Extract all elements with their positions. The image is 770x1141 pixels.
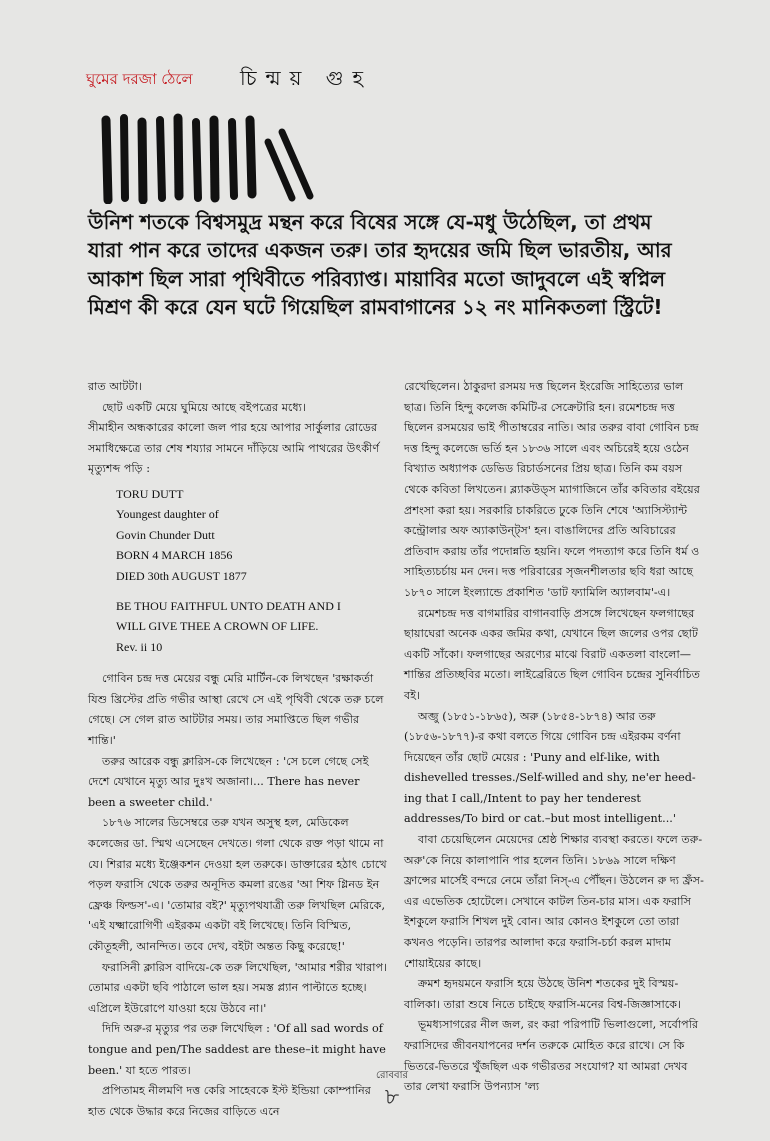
epitaph-line: BE THOU FAITHFUL UNTO DEATH AND I bbox=[116, 599, 341, 613]
epitaph-line: WILL GIVE THEE A CROWN OF LIFE. bbox=[116, 619, 319, 634]
paragraph: প্রপিতামহ নীলমণি দত্ত কেরি সাহেবকে ইস্ট ইন্ডিয়া কোম্পানির হাত থেকে উদ্ধার করে নিজের বাড়িতে এনে bbox=[88, 1084, 371, 1118]
brush-strokes-graphic bbox=[96, 112, 336, 204]
paragraph: রমেশচন্দ্র দত্ত বাগমারির বাগানবাড়ি প্রসঙ্গে লিখেছেন ফলগাছের ছায়াঘেরা অনেক একর জমির কথা, যেখানে ছিল জলের ওপর ছোট একটি সাঁকো। ফলগাছের অরণ্যের মাঝে বিরাট একতলা বাংলো—শান্তির প্রতিচ্ছবির মতো। লাইব্রেরিতে ছিল গোবিন চন্দ্রের সুনির্বাচিত বই। bbox=[404, 606, 701, 702]
epitaph-line: TORU DUTT bbox=[116, 486, 184, 501]
spacer bbox=[88, 657, 390, 669]
page-number: ৮ bbox=[384, 1085, 400, 1110]
paragraph: বাবা চেয়েছিলেন মেয়েদের শ্রেষ্ঠ শিক্ষার ব্যবস্থা করতে। ফলে তরু-অরু'কে নিয়ে কালাপানি পার হলেন তিনি। ১৮৬৯ সালে দক্ষিণ ফ্রান্সের মার্সেই বন্দরে নেমে তাঁরা নিস্‌-এ পৌঁছন। উঠলেন রু দ্য ফ্রঁস-এর এভেতিক হোটেলে। সেখানে কাটল তিন-চার মাস। এক ফরাসি ইশকুলে ফরাসি শিখল দুই বোন। আর কোনও ইশকুলে তো তারা কখনও পড়েনি। তারপর আলাদা করে ফরাসি-চর্চা করল মাদাম শোয়াইয়ের কাছে। bbox=[404, 833, 704, 970]
right-column bbox=[404, 377, 706, 1098]
paragraph: ফরাসিনী ক্লারিস বাদিয়ে-কে তরু লিখেছিল, 'আমার শরীর খারাপ। তোমার একটা ছবি পাঠালে ভাল হয়। সমস্ত প্ল্যান পাল্টাতে হচ্ছে। এপ্রিলে ইউরোপে যাওয়া হয়ে উঠবে না।' bbox=[88, 960, 388, 1015]
epitaph-line: Youngest daughter of bbox=[116, 507, 219, 522]
paragraph: ১৮৭৬ সালের ডিসেম্বরে তরু যখন অসুস্থ হল, মেডিকেল কলেজের ডা. স্মিথ এসেছেন দেখতে। গলা থেকে রক্ত পড়া থামে না যে। শিরার মধ্যে ইঞ্জেকশন দেওয়া হল তরুকে। ডাক্তারের হঠাৎ চোখে পড়ল ফরাসি থেকে তরুর অনূদিত কমলা রঙের 'আ শিফ গ্লিনড ইন ফ্রেঞ্চ ফিল্ডস'-এ। 'তোমার বই?' মৃত্যুপথযাত্রী তরু লিখছিল মেরিকে, 'এই যক্ষ্মারোগিণী এইরকম একটা বই লিখেছে। তিনি বিস্মিত, কৌতূহলী, আনন্দিত। তবে দেখ, বইটা অন্তত কিছু করেছে!' bbox=[88, 816, 387, 953]
epitaph-inscription bbox=[116, 484, 390, 657]
author-name: চিন্ময় গুহ bbox=[240, 66, 373, 90]
paragraph: দিদি অরু-র মৃত্যুর পর তরু লিখেছিল : 'Of all sad words of tongue and pen/The saddest are these–it might have been.' যা হতে পারত। bbox=[88, 1022, 386, 1077]
series-title: ঘুমের দরজা ঠেলে bbox=[86, 70, 193, 88]
paragraph: ভূমধ্যসাগরের নীল জল, রং করা পরিপাটি ভিলাগুলো, সর্বোপরি ফরাসিদের জীবনযাপনের দর্শন তরুকে মোহিত করে রাখে। সে কি ভিতরে-ভিতরে খুঁজছিল এক গভীরতর সংযোগ? যা আমরা দেখব তার লেখা ফরাসি উপন্যাস 'ল্য bbox=[404, 1018, 699, 1094]
epitaph-line: BORN 4 MARCH 1856 bbox=[116, 548, 233, 563]
paragraph: ক্রমশ হৃদয়মনে ফরাসি হয়ে উঠছে উনিশ শতকের দুই বিস্ময়-বালিকা। তারা শুষে নিতে চাইছে ফরাসি-মনের বিশ্ব-জিজ্ঞাসাকে। bbox=[404, 977, 682, 1011]
intro-paragraph: উনিশ শতকে বিশ্বসমুদ্র মন্থন করে বিষের সঙ্গে যে-মধু উঠেছিল, তা প্রথম যারা পান করে তাদের একজন তরু। তার হৃদয়ের জমি ছিল ভারতীয়, আর আকাশ ছিল সারা পৃথিবীতে পরিব্যাপ্ত। মায়াবির মতো জাদুবলে এই স্বপ্নিল মিশ্রণ কী করে যেন ঘটে গিয়েছিল রামবাগানের ১২ নং মানিকতলা স্ট্রিটে! bbox=[88, 210, 672, 320]
paragraph: অব্জু (১৮৫১-১৮৬৫), অরু (১৮৫৪-১৮৭৪) আর তরু (১৮৫৬-১৮৭৭)-র কথা বলতে গিয়ে গোবিন চন্দ্র এইরকম বর্ণনা দিয়েছেন তাঁর ছোট মেয়ের : 'Puny and elf-like, with dishevelled tresses./Self-willed and shy, ne'er heed-ing that I call,/Intent to pay her tenderest addresses/To bird or cat.–but most intelligent...' bbox=[404, 709, 696, 826]
paragraph: ছোট একটি মেয়ে ঘুমিয়ে আছে বইপত্রের মধ্যে। bbox=[102, 400, 306, 414]
paragraph: সীমাহীন অন্ধকারের কালো জল পার হয়ে আপার সার্কুলার রোডের সমাধিক্ষেত্রে তার শেষ শয্যার সামনে দাঁড়িয়ে আমি পাথরের উৎকীর্ণ মৃত্যুশব্দ পড়ি : bbox=[88, 421, 380, 476]
paragraph: গোবিন চন্দ্র দত্ত মেয়ের বন্ধু মেরি মার্টিন-কে লিখছেন 'রক্ষাকর্তা যিশু খ্রিস্টের প্রতি গভীর আস্থা রেখে সে এই পৃথিবী থেকে তরু চলে গেছে। সে গেল রাত আটটার সময়। তার সমাপ্তিতে ছিল গভীর শান্তি।' bbox=[88, 672, 384, 747]
paragraph: তরুর আরেক বন্ধু ক্লারিস-কে লিখেছেন : 'সে চলে গেছে সেই দেশে যেখানে মৃত্যু আর দুঃখ অজানা।... There has never been a sweeter child.' bbox=[88, 754, 369, 809]
epitaph-line: Rev. ii 10 bbox=[116, 639, 163, 654]
magazine-name: রোববার bbox=[376, 1070, 408, 1081]
epitaph-line: Govin Chunder Dutt bbox=[116, 527, 215, 542]
left-column bbox=[88, 377, 390, 1122]
paragraph: রেখেছিলেন। ঠাকুরদা রসময় দত্ত ছিলেন ইংরেজি সাহিত্যের ভাল ছাত্র। তিনি হিন্দু কলেজ কমিটি-র সেক্রেটারি হন। রমেশচন্দ্র দত্ত ছিলেন রসময়ের ভাই পীতাম্বরের নাতি। আর তরুর বাবা গোবিন চন্দ্র দত্ত হিন্দু কলেজে ভর্তি হন ১৮৩৬ সালে এবং অচিরেই হয়ে ওঠেন বিখ্যাত অধ্যাপক ডেভিড রিচার্ডসনের প্রিয় ছাত্র। তিনি কম বয়স থেকে কবিতা লিখতেন। ব্ল্যাকউড্‌স ম্যাগাজিনে তাঁর কবিতার বইয়ের প্রশংসা করা হয়। সরকারি চাকরিতে ঢুকে তিনি শেষে 'অ্যাসিস্ট্যান্ট কন্ট্রোলার অফ অ্যাকাউন্ট্‌স' হন। বাঙালিদের প্রতি অবিচারের প্রতিবাদ করায় তাঁর পদোন্নতি হয়নি। ফলে পদত্যাগ করে তিনি ধর্ম ও সাহিত্যচর্চায় মন দেন। দত্ত পরিবারের সৃজনশীলতার ছবি ধরা আছে ১৮৭০ সালে ইংল্যান্ডে প্রকাশিত 'ডাট ফ্যামিলি অ্যালবাম'-এ। bbox=[404, 380, 700, 599]
spacer bbox=[116, 586, 390, 596]
paragraph: রাত আটটা। bbox=[88, 380, 142, 393]
epitaph-line: DIED 30th AUGUST 1877 bbox=[116, 568, 247, 583]
